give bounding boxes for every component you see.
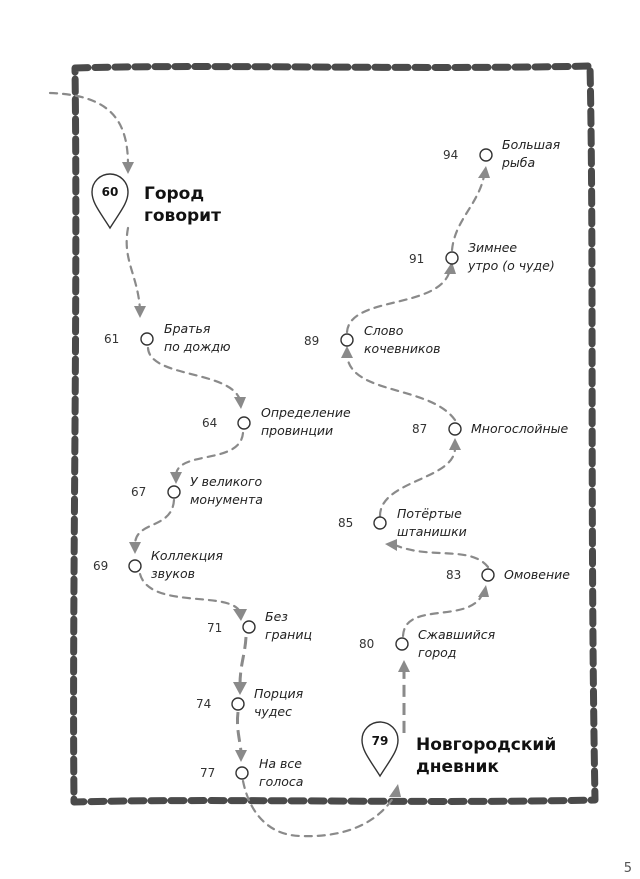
stop-marker (341, 334, 353, 346)
story-page: 85 (338, 516, 354, 530)
stop-marker (129, 560, 141, 572)
route-arrow (235, 750, 247, 762)
story-page: 74 (196, 697, 212, 711)
chapter-title-line: Новгородский (416, 735, 557, 755)
route-arrow (478, 585, 489, 597)
story-title-line: Многослойные (471, 421, 569, 436)
route-77-79 (243, 781, 395, 836)
story-title-line: границ (265, 627, 312, 642)
route-71-74 (240, 637, 246, 685)
stop-marker (446, 252, 458, 264)
route-arrow (233, 609, 247, 621)
story-title-line: Сжавшийся (418, 627, 496, 642)
story-page: 91 (409, 252, 425, 266)
route-74-77 (237, 712, 241, 752)
story-page: 89 (304, 334, 320, 348)
story-title-line: У великого (190, 474, 263, 489)
story-stop-61 (104, 321, 231, 354)
story-stop-83 (446, 567, 570, 582)
route-61-64 (148, 348, 240, 400)
story-title-line: Определение (261, 405, 351, 420)
story-stop-64 (202, 405, 351, 438)
stop-marker (238, 417, 250, 429)
story-stop-91 (409, 240, 555, 273)
story-page: 87 (412, 422, 428, 436)
route-67-69 (135, 500, 174, 545)
story-page: 69 (93, 559, 109, 573)
route-arrow (134, 306, 146, 318)
stop-marker (236, 767, 248, 779)
chapter-pin-60 (92, 174, 221, 228)
stop-marker (396, 638, 408, 650)
stop-marker (168, 486, 180, 498)
story-title-line: На все (259, 756, 302, 771)
story-stop-89 (304, 323, 441, 356)
story-stop-74 (196, 686, 304, 719)
story-stop-71 (207, 609, 312, 642)
route-arrow (234, 397, 246, 409)
story-stop-69 (93, 548, 223, 581)
chapter-title-line: Город (144, 184, 205, 204)
route-60-61 (127, 228, 140, 310)
story-stop-87 (412, 421, 568, 436)
story-title-line: провинции (261, 423, 334, 438)
route-arrow (129, 542, 141, 554)
story-title-line: монумента (190, 492, 263, 507)
chapter-pin-79 (362, 722, 556, 777)
story-title-line: голоса (259, 774, 304, 789)
story-page: 64 (202, 416, 218, 430)
story-title-line: звуков (151, 566, 195, 581)
story-page: 77 (200, 766, 216, 780)
stop-marker (482, 569, 494, 581)
route-arrow (170, 472, 182, 484)
story-page: 71 (207, 621, 223, 635)
story-title-line: рыба (502, 155, 536, 170)
story-title-line: Потёртые (397, 506, 462, 521)
story-stop-67 (131, 474, 263, 507)
story-title-line: город (418, 645, 457, 660)
route-87-89 (347, 355, 455, 420)
story-title-line: чудес (254, 704, 292, 719)
route-arrow (449, 438, 461, 450)
story-title-line: Братья (164, 321, 211, 336)
stop-marker (449, 423, 461, 435)
story-title-line: Большая (502, 137, 561, 152)
chapter-number: 60 (101, 185, 119, 199)
story-stop-94 (443, 137, 561, 170)
chapter-title-line: дневник (416, 757, 499, 777)
story-page: 67 (131, 485, 147, 499)
story-stop-85 (338, 506, 467, 539)
story-title-line: Слово (364, 323, 404, 338)
stop-marker (374, 517, 386, 529)
story-title-line: утро (о чуде) (468, 258, 555, 273)
story-title-line: Коллекция (151, 548, 223, 563)
story-page: 80 (359, 637, 375, 651)
story-page: 94 (443, 148, 459, 162)
story-page: 83 (446, 568, 462, 582)
story-stop-80 (359, 627, 496, 660)
map-pin-icon (92, 174, 128, 228)
story-title-line: по дождю (164, 339, 231, 354)
route-arrow (233, 682, 247, 695)
route-arrow (398, 660, 410, 672)
story-title-line: Порция (254, 686, 304, 701)
story-title-line: кочевников (364, 341, 441, 356)
story-title-line: штанишки (397, 524, 467, 539)
route-entry (50, 93, 128, 165)
route-64-67 (176, 433, 243, 475)
page-number: 5 (623, 861, 632, 876)
route-91-94 (452, 176, 484, 250)
route-arrow (478, 166, 490, 178)
story-title-line: Омовение (504, 567, 570, 582)
chapter-number: 79 (371, 734, 389, 748)
route-83-85 (395, 545, 488, 567)
route-arrow (385, 539, 397, 551)
stop-marker (243, 621, 255, 633)
story-page: 61 (104, 332, 120, 346)
route-arrow (389, 784, 401, 797)
stop-marker (141, 333, 153, 345)
map-pin-icon (362, 722, 398, 776)
stop-marker (232, 698, 244, 710)
route-arrow (122, 162, 134, 174)
route-arrow (341, 346, 353, 358)
story-title-line: Без (265, 609, 288, 624)
story-stop-77 (200, 756, 303, 789)
stop-marker (480, 149, 492, 161)
chapter-title-line: говорит (144, 206, 221, 226)
story-title-line: Зимнее (468, 240, 518, 255)
